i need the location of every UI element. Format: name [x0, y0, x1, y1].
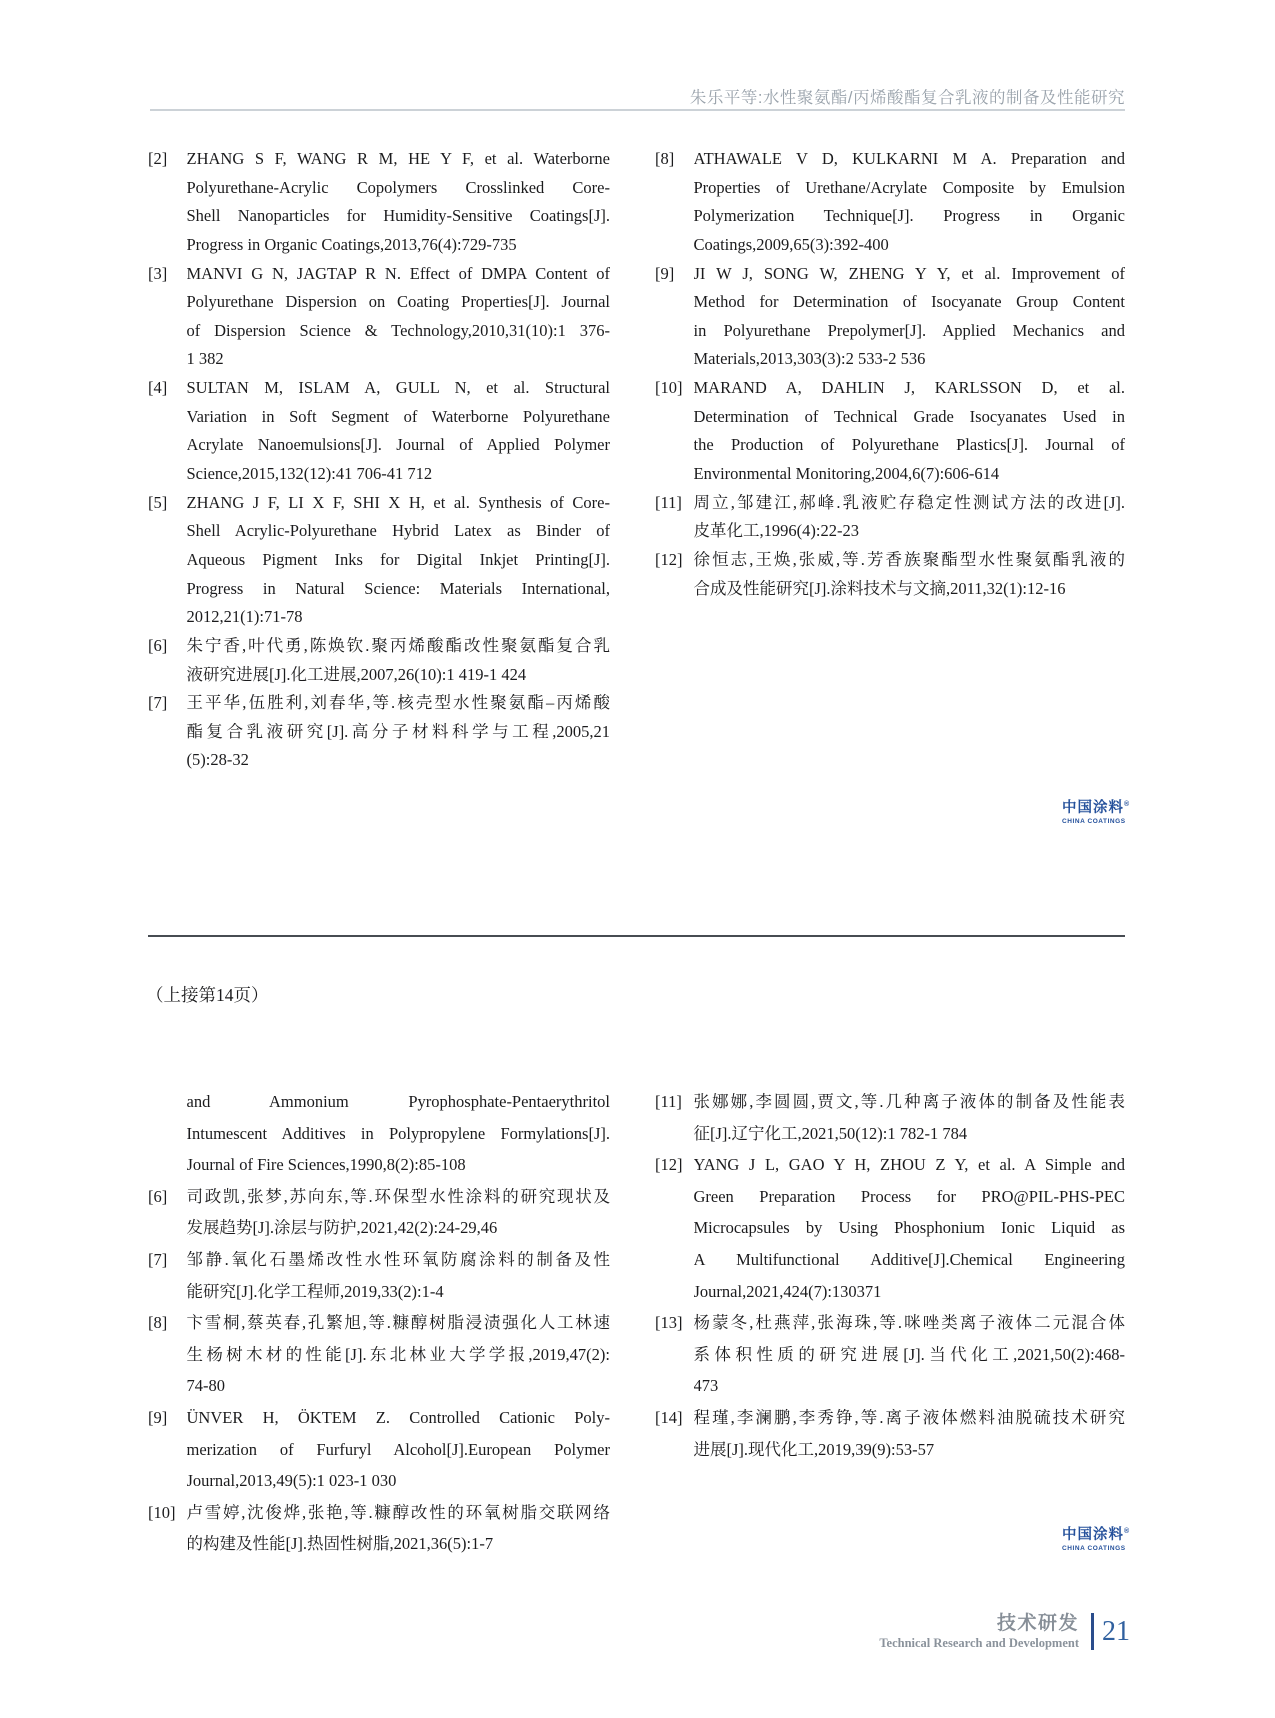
reference-item	[655, 145, 1125, 260]
reference-line: ÜNVER H, ÖKTEM Z. Controlled Cationic Poly-	[186, 1407, 610, 1427]
reference-number: [11]	[655, 1092, 682, 1111]
reference-item	[148, 1497, 610, 1560]
reference-line: Environmental Monitoring,2004,6(7):606-614	[693, 464, 1000, 484]
footer-accent-bar	[1091, 1613, 1094, 1650]
reference-item	[148, 632, 610, 689]
reference-line: Acrylate Nanoemulsions[J]. Journal of Applied Polymer	[186, 435, 610, 455]
china-coatings-logo	[1062, 797, 1129, 826]
section-divider	[148, 935, 1125, 937]
reference-item	[148, 1086, 610, 1181]
footer-section-title-en: Technical Research and Development	[879, 1636, 1079, 1650]
reference-line: 邹静.氧化石墨烯改性水性环氧防腐涂料的制备及性	[186, 1249, 610, 1269]
references-continued-left-column	[148, 1086, 610, 1560]
reference-line: Polyurethane Dispersion on Coating Properties[J]. Journal	[186, 292, 610, 312]
reference-line: Coatings,2009,65(3):392-400	[693, 234, 889, 254]
references-top-right-column	[655, 145, 1125, 603]
reference-line: 卢雪婷,沈俊烨,张艳,等.糠醇改性的环氧树脂交联网络	[186, 1502, 610, 1522]
reference-item	[148, 1307, 610, 1402]
reference-line: Science,2015,132(12):41 706-41 712	[186, 464, 433, 484]
reference-number: [6]	[148, 635, 168, 655]
reference-number: [5]	[148, 492, 168, 512]
reference-line: JI W J, SONG W, ZHENG Y Y, et al. Improvement of	[693, 263, 1125, 283]
reference-line: 皮革化工,1996(4):22-23	[693, 521, 859, 541]
reference-number: [7]	[148, 693, 168, 713]
reference-line: Journal,2021,424(7):130371	[693, 1281, 882, 1301]
reference-line: 杨蒙冬,杜燕萍,张海珠,等.咪唑类离子液体二元混合体	[693, 1313, 1125, 1333]
footer-section-labels	[879, 1613, 1079, 1650]
reference-line: Progress in Natural Science: Materials International,	[186, 578, 610, 598]
reference-line: 程瑾,李澜鹏,李秀铮,等.离子液体燃料油脱硫技术研究	[693, 1407, 1125, 1427]
reference-line: merization of Furfuryl Alcohol[J].European Polymer	[186, 1439, 610, 1459]
page-number: 21	[1102, 1616, 1130, 1647]
china-coatings-logo	[1062, 1524, 1129, 1553]
reference-line: 卞雪桐,蔡英春,孔繁旭,等.糠醇树脂浸渍强化人工林速	[186, 1313, 610, 1333]
reference-line: Intumescent Additives in Polypropylene Formylations[J].	[186, 1123, 610, 1143]
reference-number: [8]	[148, 1313, 168, 1333]
reference-item	[148, 1402, 610, 1497]
reference-number: [13]	[655, 1313, 683, 1333]
reference-line: MARAND A, DAHLIN J, KARLSSON D, et al.	[693, 378, 1125, 398]
reference-item	[148, 489, 610, 632]
registered-mark: ®	[1124, 801, 1130, 808]
logo-cn-text: 中国涂料®	[1062, 1526, 1130, 1543]
reference-line: Microcapsules by Using Phosphonium Ionic Liquid as	[693, 1218, 1125, 1238]
logo-en-text: CHINA COATINGS	[1062, 817, 1126, 825]
running-head: 朱乐平等:水性聚氨酯/丙烯酸酯复合乳液的制备及性能研究	[689, 89, 1125, 107]
reference-item	[655, 1086, 1125, 1149]
registered-mark: ®	[1124, 1528, 1130, 1535]
reference-line: ZHANG S F, WANG R M, HE Y F, et al. Waterborne	[186, 149, 610, 168]
reference-line: Polyurethane-Acrylic Copolymers Crosslinked Core-	[186, 177, 610, 197]
reference-number: [11]	[655, 492, 682, 512]
reference-line: A Multifunctional Additive[J].Chemical Engineering	[693, 1249, 1125, 1269]
logo-en-text: CHINA COATINGS	[1062, 1544, 1126, 1552]
reference-line: Journal,2013,49(5):1 023-1 030	[186, 1471, 397, 1491]
reference-line: 周立,邹建江,郝峰.乳液贮存稳定性测试方法的改进[J].	[693, 492, 1125, 512]
reference-number: [7]	[148, 1249, 168, 1269]
reference-line: 液研究进展[J].化工进展,2007,26(10):1 419-1 424	[186, 664, 527, 684]
reference-line: ZHANG J F, LI X F, SHI X H, et al. Synthesis of Core-	[186, 492, 610, 512]
logo-cn-text: 中国涂料®	[1062, 799, 1130, 816]
reference-line: 徐恒志,王焕,张威,等.芳香族聚酯型水性聚氨酯乳液的	[693, 549, 1125, 569]
reference-line: 能研究[J].化学工程师,2019,33(2):1-4	[186, 1281, 444, 1301]
reference-item	[148, 1244, 610, 1307]
reference-line: Journal of Fire Sciences,1990,8(2):85-108	[186, 1155, 466, 1175]
reference-line: 进展[J].现代化工,2019,39(9):53-57	[693, 1439, 935, 1459]
reference-line: Method for Determination of Isocyanate Group Content	[693, 292, 1125, 312]
reference-line: Polymerization Technique[J]. Progress in Organic	[693, 206, 1125, 226]
reference-number: [10]	[655, 378, 683, 398]
reference-line: Shell Acrylic-Polyurethane Hybrid Latex as Binder of	[186, 521, 610, 541]
reference-number: [9]	[148, 1407, 168, 1427]
reference-item	[655, 489, 1125, 546]
reference-line: 征[J].辽宁化工,2021,50(12):1 782-1 784	[693, 1123, 968, 1143]
reference-line: Materials,2013,303(3):2 533-2 536	[693, 349, 926, 369]
reference-number: [14]	[655, 1407, 683, 1427]
continued-from-note: （上接第14页）	[146, 985, 269, 1005]
reference-line: 74-80	[186, 1376, 225, 1396]
reference-line: 朱宁香,叶代勇,陈焕钦.聚丙烯酸酯改性聚氨酯复合乳	[186, 635, 610, 655]
reference-line: 王平华,伍胜利,刘春华,等.核壳型水性聚氨酯–丙烯酸	[186, 693, 610, 713]
reference-line: the Production of Polyurethane Plastics[J]. Journal of	[693, 435, 1125, 455]
reference-line: ATHAWALE V D, KULKARNI M A. Preparation and	[693, 149, 1125, 168]
reference-number: [6]	[148, 1186, 168, 1206]
reference-line: and Ammonium Pyrophosphate-Pentaerythritol	[186, 1092, 610, 1111]
reference-item	[148, 374, 610, 489]
reference-number: [2]	[148, 149, 168, 168]
references-continued-right-column	[655, 1086, 1125, 1465]
reference-number: [10]	[148, 1502, 176, 1522]
reference-line: Green Preparation Process for PRO@PIL-PHS-PEC	[693, 1186, 1125, 1206]
reference-number: [12]	[655, 549, 683, 569]
reference-line: (5):28-32	[186, 750, 249, 770]
reference-line: MANVI G N, JAGTAP R N. Effect of DMPA Content of	[186, 263, 610, 283]
header-rule	[150, 109, 1125, 111]
reference-line: of Dispersion Science & Technology,2010,31(10):1 376-	[186, 320, 610, 340]
reference-item	[655, 1402, 1125, 1465]
reference-line: 司政凯,张梦,苏向东,等.环保型水性涂料的研究现状及	[186, 1186, 610, 1206]
reference-line: Determination of Technical Grade Isocyanates Used in	[693, 406, 1125, 426]
reference-item	[655, 1149, 1125, 1307]
reference-number: [9]	[655, 263, 675, 283]
reference-line: in Polyurethane Prepolymer[J]. Applied Mechanics and	[693, 320, 1125, 340]
reference-line: 的构建及性能[J].热固性树脂,2021,36(5):1-7	[186, 1534, 494, 1554]
reference-line: 合成及性能研究[J].涂料技术与文摘,2011,32(1):12-16	[693, 578, 1066, 598]
reference-item	[148, 689, 610, 775]
reference-line: 系体积性质的研究进展[J].当代化工,2021,50(2):468-	[693, 1344, 1125, 1364]
reference-line: 473	[693, 1376, 719, 1396]
reference-line: Variation in Soft Segment of Waterborne Polyurethane	[186, 406, 610, 426]
reference-line: YANG J L, GAO Y H, ZHOU Z Y, et al. A Simple and	[693, 1155, 1125, 1175]
reference-line: SULTAN M, ISLAM A, GULL N, et al. Structural	[186, 378, 610, 398]
reference-number: [8]	[655, 149, 675, 168]
reference-line: Aqueous Pigment Inks for Digital Inkjet Printing[J].	[186, 549, 610, 569]
reference-line: 酯复合乳液研究[J].高分子材料科学与工程,2005,21	[186, 721, 610, 741]
reference-line: 2012,21(1):71-78	[186, 607, 303, 627]
reference-number: [12]	[655, 1155, 683, 1175]
reference-item	[148, 145, 610, 260]
reference-number: [4]	[148, 378, 168, 398]
reference-item	[655, 1307, 1125, 1402]
reference-item	[148, 1181, 610, 1244]
page-footer	[879, 1613, 1130, 1650]
reference-line: Shell Nanoparticles for Humidity-Sensitive Coatings[J].	[186, 206, 610, 226]
reference-item	[148, 260, 610, 375]
reference-item	[655, 374, 1125, 489]
reference-number: [3]	[148, 263, 168, 283]
reference-line: Progress in Organic Coatings,2013,76(4):729-735	[186, 234, 517, 254]
reference-line: 发展趋势[J].涂层与防护,2021,42(2):24-29,46	[186, 1218, 498, 1238]
references-top-left-column	[148, 145, 610, 775]
footer-section-title-cn: 技术研发	[996, 1613, 1079, 1634]
reference-line: 1 382	[186, 349, 224, 369]
reference-line: 生杨树木材的性能[J].东北林业大学学报,2019,47(2):	[186, 1344, 610, 1364]
reference-item	[655, 260, 1125, 375]
reference-line: Properties of Urethane/Acrylate Composite by Emulsion	[693, 177, 1125, 197]
reference-item	[655, 546, 1125, 603]
reference-line: 张娜娜,李圆圆,贾文,等.几种离子液体的制备及性能表	[693, 1092, 1125, 1111]
